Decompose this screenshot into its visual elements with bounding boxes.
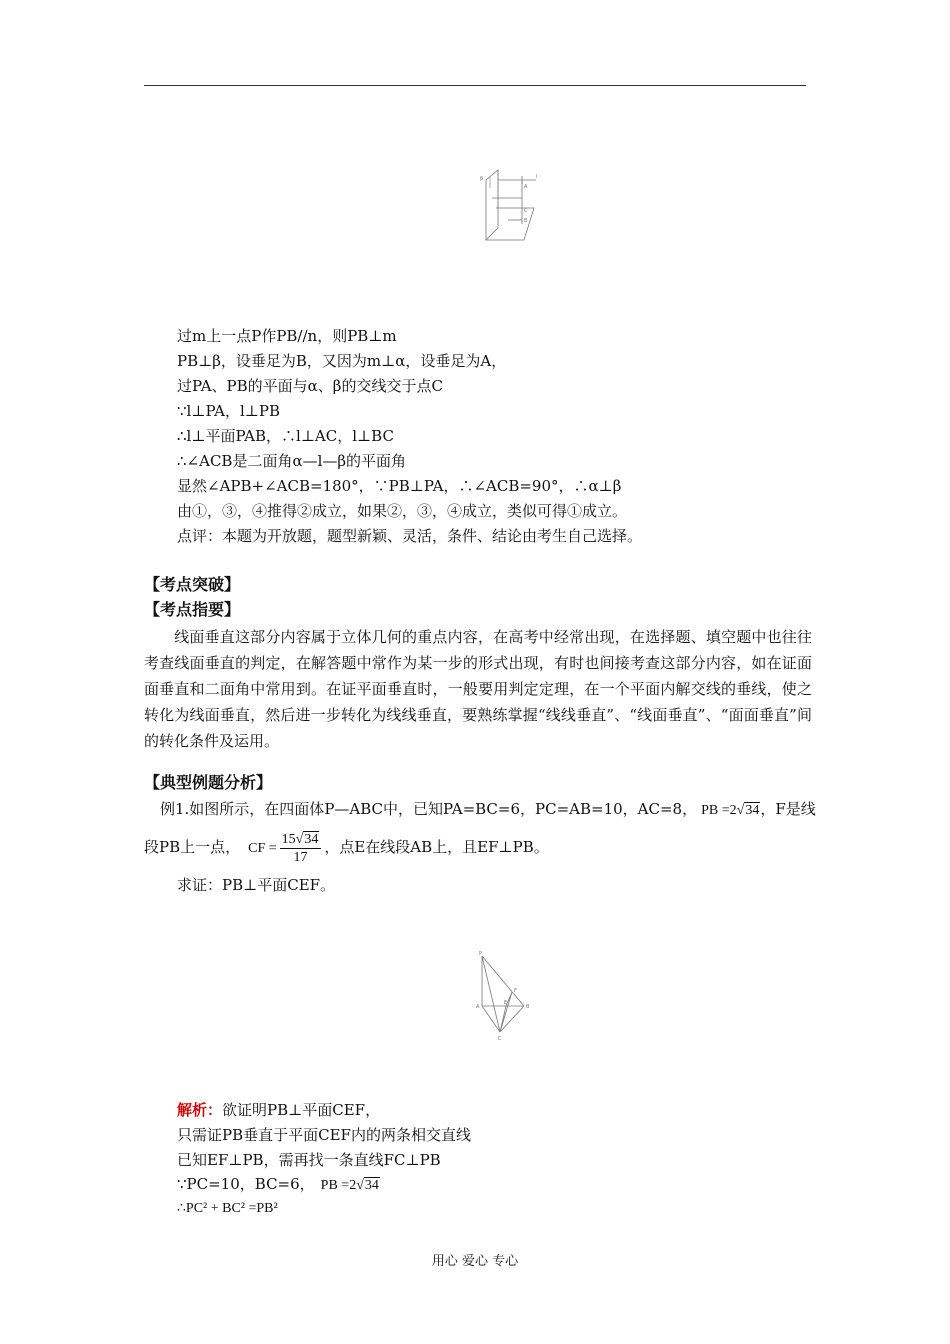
text-line-8: 由①，③，④推得②成立，如果②，③，④成立，类似可得①成立。	[177, 502, 628, 520]
paragraph-text: 线面垂直这部分内容属于立体几何的重点内容，在高考中经常出现，在选择题、填空题中也往往考查线面垂直的判定，在解答题中常作为某一步的形式出现，有时也间接考查这部分内容，如在证面面垂直和二面角中常用到。在证平面垂直时，一般要用判定定理，在一个平面内解交线的垂线，使之转化为线面垂直，然后进一步转化为线线垂直，要熟练掌握“线线垂直”、“线面垂直”、“面面垂直”间的转化条件及运用。	[144, 628, 812, 750]
cf-root: 34	[304, 831, 319, 847]
text-line-6: ∴∠ACB是二面角α—l—β的平面角	[177, 452, 407, 470]
cf-numerator: 15√34	[280, 831, 322, 849]
text-line-3: 过PA、PB的平面与α、β的交线交于点C	[177, 377, 443, 395]
section-title-examples: 【典型例题分析】	[144, 773, 273, 792]
prove-line: 求证：PB⊥平面CEF。	[177, 876, 336, 894]
svg-text:C: C	[524, 208, 528, 214]
solution-line-3: 已知EF⊥PB，需再找一条直线FC⊥PB	[177, 1151, 441, 1169]
solution-pb-formula: PB =2√34	[320, 1178, 379, 1193]
cf-label: CF =	[248, 841, 277, 856]
svg-text:A: A	[524, 184, 528, 190]
page-footer: 用心 爱心 专心	[431, 1254, 519, 1269]
section-title-key-points: 【考点指要】	[144, 600, 241, 619]
solution-pb-label: PB =2	[320, 1178, 357, 1193]
example-line-2	[144, 830, 549, 866]
cf-fraction	[280, 831, 322, 866]
svg-text:F: F	[514, 988, 517, 994]
planes-figure	[478, 168, 540, 250]
section-title-breakthrough: 【考点突破】	[144, 575, 241, 594]
example-text-b: ，F是线	[760, 800, 816, 818]
pb-root: 34	[745, 803, 760, 818]
tetrahedron-figure	[474, 950, 534, 1046]
solution-line-4	[177, 1174, 380, 1196]
pb-formula: PB =2√34	[701, 803, 760, 818]
svg-text:B: B	[524, 218, 528, 224]
solution-line-2: 只需证PB垂直于平面CEF内的两条相交直线	[177, 1126, 471, 1144]
pb-label: PB =2	[701, 803, 737, 818]
svg-text:E: E	[504, 1000, 508, 1006]
cf-num-value: 15	[281, 831, 296, 847]
comment-line: 点评：本题为开放题，题型新颖、灵活，条件、结论由考生自己选择。	[177, 527, 643, 545]
example-text-c: 段PB上一点，	[144, 838, 241, 856]
text-line-7: 显然∠APB+∠ACB=180°，∵PB⊥PA，∴∠ACB=90°，∴α⊥β	[177, 477, 622, 495]
solution-pb-root: 34	[364, 1178, 379, 1193]
key-points-paragraph	[144, 624, 812, 754]
text-line-1: 过m上一点P作PB//n，则PB⊥m	[177, 327, 397, 345]
text-line-5: ∴l⊥平面PAB，∴l⊥AC，l⊥BC	[177, 427, 394, 445]
example-line-1	[160, 799, 816, 821]
solution-text-1: 欲证明PB⊥平面CEF，	[222, 1101, 381, 1119]
solution-label: 解析：	[177, 1101, 223, 1119]
svg-text:B: B	[526, 1004, 530, 1010]
svg-text:l: l	[536, 174, 538, 180]
text-line-4: ∵l⊥PA，l⊥PB	[177, 402, 281, 420]
svg-text:C: C	[498, 1036, 502, 1042]
header-rule	[144, 85, 806, 86]
svg-text:β: β	[480, 176, 484, 182]
svg-text:P: P	[479, 951, 483, 957]
cf-denominator: 17	[293, 849, 308, 865]
text-line-2: PB⊥β，设垂足为B，又因为m⊥α，设垂足为A，	[177, 352, 507, 370]
solution-line-1	[177, 1100, 380, 1120]
example-text-d: ，点E在线段AB上，且EF⊥PB。	[324, 838, 549, 856]
solution-line-5: ∴PC² + BC² =PB²	[177, 1201, 278, 1216]
solution-text-4: ∵PC=10，BC=6，	[177, 1175, 315, 1193]
example-text-a: 例1.如图所示，在四面体P—ABC中，已知PA=BC=6，PC=AB=10，AC=8，	[160, 800, 698, 818]
svg-text:A: A	[476, 1004, 480, 1010]
